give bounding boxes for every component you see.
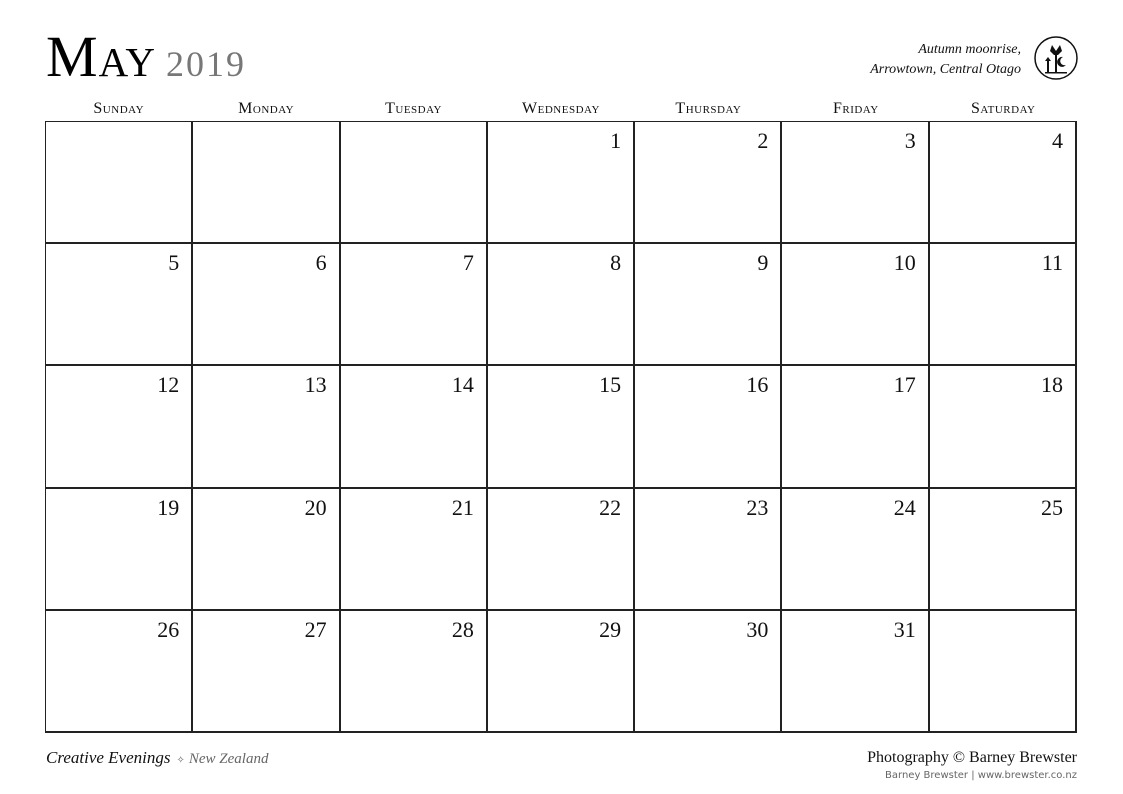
- day-number: 6: [315, 250, 327, 276]
- footer-brand: [46, 748, 268, 768]
- day-cell[interactable]: [193, 489, 340, 611]
- day-cell[interactable]: [193, 244, 340, 366]
- day-cell[interactable]: [488, 122, 635, 244]
- day-number: 21: [451, 494, 474, 520]
- day-cell[interactable]: [782, 122, 929, 244]
- day-number: 8: [610, 250, 622, 276]
- day-number: 7: [462, 250, 474, 276]
- day-number: 19: [157, 494, 180, 520]
- day-number: 14: [451, 372, 474, 398]
- day-cell[interactable]: [46, 611, 193, 733]
- day-cell[interactable]: [930, 489, 1077, 611]
- day-cell[interactable]: [635, 122, 782, 244]
- day-cell[interactable]: [930, 244, 1077, 366]
- day-cell[interactable]: [488, 611, 635, 733]
- weekday-saturday: Saturday: [971, 100, 1036, 117]
- caption-line-1: Autumn moonrise,: [918, 42, 1021, 57]
- year-label: 2019: [166, 44, 247, 84]
- day-number: 15: [599, 372, 622, 398]
- day-cell[interactable]: [193, 122, 340, 244]
- brand-name: Creative Evenings: [46, 748, 171, 767]
- brand-logo-icon: [1033, 35, 1079, 81]
- day-cell[interactable]: [488, 489, 635, 611]
- day-cell[interactable]: [193, 366, 340, 488]
- day-number: 2: [757, 128, 769, 153]
- day-cell[interactable]: [782, 611, 929, 733]
- day-cell[interactable]: [782, 489, 929, 611]
- photo-credit-small: Barney Brewster | www.brewster.co.nz: [885, 770, 1077, 781]
- day-number: 5: [168, 250, 180, 276]
- day-number: 31: [893, 616, 916, 642]
- day-cell[interactable]: [488, 244, 635, 366]
- day-number: 12: [157, 372, 180, 398]
- brand-region: New Zealand: [188, 751, 269, 767]
- day-cell[interactable]: [341, 366, 488, 488]
- weekday-monday: Monday: [238, 100, 295, 117]
- day-cell[interactable]: [930, 611, 1077, 733]
- day-cell[interactable]: [193, 611, 340, 733]
- day-cell[interactable]: [341, 244, 488, 366]
- day-cell[interactable]: [341, 611, 488, 733]
- caption-line-2: Arrowtown, Central Otago: [870, 62, 1021, 77]
- day-cell[interactable]: [46, 489, 193, 611]
- day-cell[interactable]: [782, 244, 929, 366]
- day-cell[interactable]: [46, 244, 193, 366]
- weekday-header-row: [45, 100, 1077, 120]
- day-cell[interactable]: [46, 366, 193, 488]
- day-number: 29: [599, 616, 622, 642]
- day-number: 13: [304, 372, 327, 398]
- page-title: [46, 24, 247, 89]
- day-number: 17: [893, 372, 916, 398]
- day-cell[interactable]: [341, 489, 488, 611]
- weekday-thursday: Thursday: [675, 100, 742, 117]
- day-number: 30: [746, 616, 769, 642]
- day-number: 24: [893, 494, 916, 520]
- day-number: 23: [746, 494, 769, 520]
- day-number: 28: [451, 616, 474, 642]
- photo-caption: [870, 40, 1021, 80]
- day-cell[interactable]: [635, 611, 782, 733]
- day-number: 4: [1052, 128, 1063, 153]
- photo-credit: Photography © Barney Brewster: [867, 749, 1077, 766]
- calendar-grid: [45, 121, 1077, 733]
- day-number: 3: [904, 128, 916, 153]
- weekday-wednesday: Wednesday: [522, 100, 600, 117]
- day-number: 10: [893, 250, 916, 276]
- day-number: 20: [304, 494, 327, 520]
- day-cell[interactable]: [635, 489, 782, 611]
- day-number: 25: [1041, 494, 1063, 520]
- day-cell[interactable]: [635, 366, 782, 488]
- day-cell[interactable]: [635, 244, 782, 366]
- day-cell[interactable]: [46, 122, 193, 244]
- day-number: 18: [1041, 372, 1063, 398]
- day-cell[interactable]: [930, 122, 1077, 244]
- day-cell[interactable]: [930, 366, 1077, 488]
- separator-icon: ✧: [176, 755, 185, 766]
- day-number: 16: [746, 372, 769, 398]
- day-number: 1: [610, 128, 622, 153]
- weekday-sunday: Sunday: [93, 100, 145, 117]
- day-number: 27: [304, 616, 327, 642]
- day-cell[interactable]: [782, 366, 929, 488]
- weekday-tuesday: Tuesday: [385, 100, 442, 117]
- weekday-friday: Friday: [832, 100, 879, 117]
- day-number: 9: [757, 250, 769, 276]
- month-label: May: [46, 24, 157, 89]
- day-number: 11: [1041, 250, 1063, 276]
- day-number: 22: [599, 494, 622, 520]
- day-cell[interactable]: [341, 122, 488, 244]
- day-cell[interactable]: [488, 366, 635, 488]
- day-number: 26: [157, 616, 180, 642]
